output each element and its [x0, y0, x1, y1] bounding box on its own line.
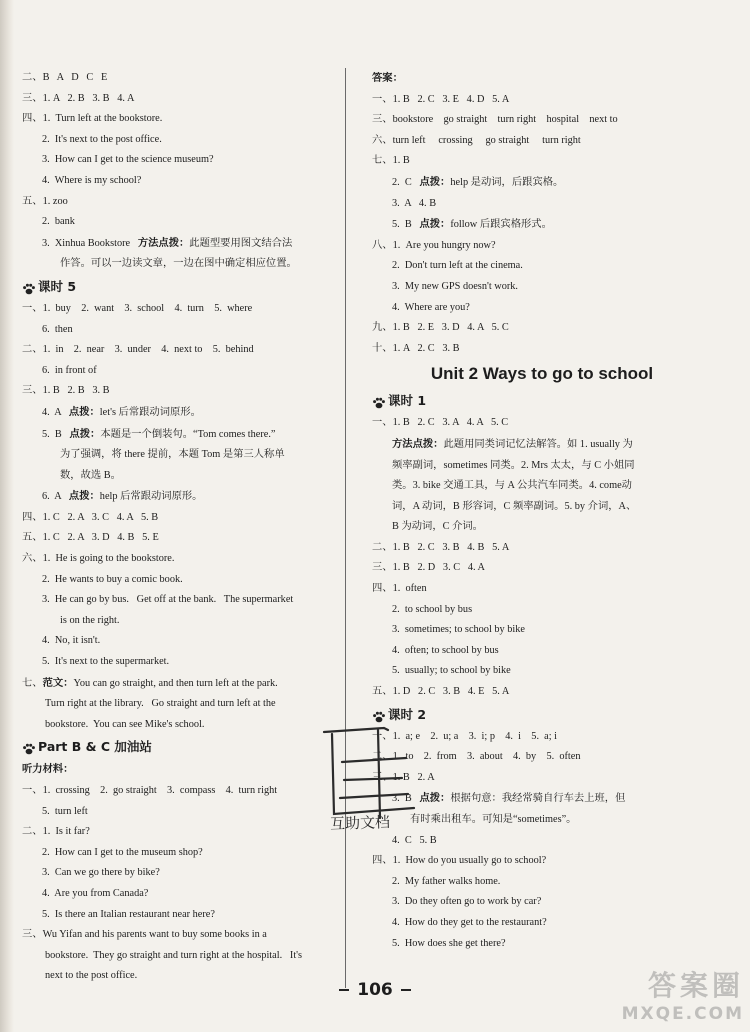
answer-line: 二、1. Is it far? [22, 826, 90, 838]
answer-line: 4. Where is my school? [42, 174, 142, 186]
answer-line: 二、1. B 2. C 3. B 4. B 5. A [372, 541, 510, 553]
answer-line: 三、Wu Yifan and his parents want to buy some books in a [22, 929, 267, 941]
answer-line: 三、1. B 2. A [372, 771, 435, 783]
page-spine-shadow [0, 0, 14, 1032]
answer-line: 5. usually; to school by bike [392, 665, 511, 677]
answer-line: 二、B A D C E [22, 72, 108, 83]
answer-line: 3. sometimes; to school by bike [392, 624, 525, 636]
tip-label: 点拨： [68, 490, 100, 503]
answer-line: 四、1. Turn left at the bookstore. [22, 113, 163, 125]
answer-line: 5. Is there an Italian restaurant near here? [42, 908, 215, 920]
column-divider [345, 68, 346, 988]
watermark-url: MXQE.COM [621, 1004, 744, 1024]
answer-line: 3. How can I get to the science museum? [42, 154, 214, 166]
answer-line: 为了强调，将 there 提前，本题 Tom 是第三人称单 [60, 449, 285, 461]
tip-label: 点拨： [68, 405, 100, 418]
listening-title [22, 759, 322, 781]
answer-text: 3. B [392, 793, 420, 805]
answer-line: 三、1. B 2. B 3. B [22, 385, 110, 397]
answer-line: 4. Are you from Canada? [42, 887, 149, 899]
answer-line: 5. It's next to the supermarket. [42, 656, 170, 668]
unit-title: Unit 2 Ways to go to school [430, 364, 654, 384]
answer-line: Turn right at the library. Go straight and turn left at the [45, 698, 276, 710]
answer-line: 一、1. B 2. C 3. E 4. D 5. A [372, 93, 510, 105]
answer-line: 十、1. A 2. C 3. B [372, 342, 460, 354]
tip-label: 听力材料： [22, 763, 74, 776]
answer-line: 三、bookstore go straight turn right hospital next to [372, 114, 618, 126]
answer-line: 3. He can go by bus. Get off at the bank. The supermarket [42, 594, 294, 606]
answer-line: 3. Can we go there by bike? [42, 867, 160, 879]
answer-line [372, 172, 712, 194]
answer-line: 3. A 4. B [392, 197, 437, 209]
answer-line: 4. No, it isn't. [42, 635, 101, 647]
answer-line: 5. turn left [42, 805, 88, 817]
answer-line: 一、1. buy 2. want 3. school 4. turn 5. where [22, 302, 253, 314]
answer-line: 二、1. in 2. near 3. under 4. next to 5. behind [22, 344, 254, 356]
tip-text: help 后常跟动词原形。 [99, 491, 203, 503]
answer-line: 3. Do they often go to work by car? [392, 896, 542, 908]
answer-line: B 为动词，C 介词。 [392, 521, 483, 533]
answer-line: 四、1. How do you usually go to school? [372, 855, 547, 867]
answer-line: 2. It's next to the post office. [42, 133, 162, 145]
paw-icon [372, 394, 386, 408]
section-title: 课时 1 [388, 393, 427, 409]
tip-label: 点拨： [419, 175, 451, 188]
answer-line: next to the post office. [45, 970, 138, 982]
dash-right [401, 989, 411, 991]
answer-line: 2. My father walks home. [392, 875, 501, 887]
answer-line: 2. to school by bus [392, 603, 473, 615]
tip-text: let's 后常跟动词原形。 [99, 406, 201, 418]
section-title: Part B & C 加油站 [38, 739, 152, 755]
answer-text: 2. C [392, 176, 420, 188]
answer-line: 一、1. crossing 2. go straight 3. compass 4. turn right [22, 785, 278, 796]
answer-line: bookstore. They go straight and turn right at the hospital. It's [45, 949, 303, 961]
answer-line: 2. Don't turn left at the cinema. [392, 260, 523, 272]
answer-line: 4. C 5. B [392, 834, 437, 846]
answer-line: 3. My new GPS doesn't work. [392, 280, 518, 292]
answer-line: 2. He wants to buy a comic book. [42, 573, 183, 585]
tip-label: 点拨： [69, 427, 101, 440]
answers-title [372, 68, 712, 90]
answer-line: 5. How does she get there? [392, 937, 506, 949]
tip-text: 本题是一个倒装句。“Tom comes there.” [100, 428, 276, 440]
answer-line: 频率副词，sometimes 同类。2. Mrs 太太，与 C 小姐同 [392, 459, 635, 471]
tip-label: 答案： [372, 72, 403, 84]
answer-line [372, 434, 712, 456]
tip-text: You can go straight, and then turn left at the park. [73, 677, 278, 689]
answer-line: 词，A 动词，B 形容词，C 频率副词。5. by 介词，A、 [392, 500, 637, 512]
tip-text: follow 后跟宾格形式。 [450, 219, 552, 231]
answer-line: 4. often; to school by bus [392, 644, 499, 656]
answer-line [22, 402, 322, 424]
answer-text: 5. B [42, 428, 70, 440]
answer-line: 七、1. B [372, 155, 410, 167]
answer-line: 二、1. to 2. from 3. about 4. by 5. often [372, 751, 581, 763]
answer-line: 有时乘出租车。可知是“sometimes”。 [410, 814, 577, 825]
answer-line: 五、1. C 2. A 3. D 4. B 5. E [22, 532, 159, 544]
answer-text: 5. B [392, 219, 420, 231]
section-heading-part-bc [22, 735, 322, 759]
paw-icon [22, 280, 36, 294]
answer-line: 六、1. He is going to the bookstore. [22, 553, 175, 565]
answer-line: 作答。可以一边读文章，一边在图中确定相应位置。 [60, 258, 297, 270]
answer-line: 三、1. A 2. B 3. B 4. A [22, 92, 135, 104]
section-title: 课时 5 [38, 278, 77, 294]
answer-line: 四、1. often [372, 583, 427, 595]
answer-line: 九、1. B 2. E 3. D 4. A 5. C [372, 322, 509, 334]
section-heading-lesson5 [22, 275, 322, 299]
answer-line: 八、1. Are you hungry now? [372, 239, 496, 251]
watermark-logo [622, 964, 744, 1024]
answer-line: is on the right. [60, 614, 120, 626]
paw-icon [372, 708, 386, 722]
answer-text: 6. A [42, 491, 69, 503]
tip-label: 点拨： [419, 218, 451, 231]
answer-line: 2. How can I get to the museum shop? [42, 846, 203, 858]
section-title: 课时 2 [388, 706, 427, 722]
answer-line: 4. Where are you? [392, 301, 470, 313]
answer-text: 七、 [22, 677, 43, 689]
page-number-text: 106 [357, 980, 393, 1000]
answer-line [22, 486, 322, 508]
answer-text: 3. Xinhua Bookstore [42, 237, 138, 249]
dash-left [339, 989, 349, 991]
tip-text: help 是动词，后跟宾格。 [450, 176, 564, 188]
answer-line [22, 673, 322, 695]
handwritten-text: 互助文档 [329, 812, 391, 834]
answer-line: 6. in front of [42, 364, 97, 376]
answer-line: 6. then [42, 323, 73, 335]
section-heading-lesson1 [372, 389, 712, 413]
paw-icon [22, 740, 36, 754]
answer-line: bookstore. You can see Mike's school. [45, 718, 205, 730]
answer-line: 四、1. C 2. A 3. C 4. A 5. B [22, 511, 159, 523]
tip-label: 方法点拨： [392, 437, 444, 450]
tip-label: 范文： [42, 676, 74, 689]
answer-line: 三、1. B 2. D 3. C 4. A [372, 562, 485, 574]
left-column [22, 68, 322, 987]
tip-text: 此题型要用图文结合法 [189, 237, 293, 249]
answer-line: 一、1. B 2. C 3. A 4. A 5. C [372, 417, 509, 429]
answer-line: 2. bank [42, 216, 75, 228]
answer-line: 五、1. D 2. C 3. B 4. E 5. A [372, 686, 510, 698]
answer-line [22, 424, 322, 446]
answer-line [372, 214, 712, 236]
answer-line: 数，故选 B。 [60, 469, 121, 481]
watermark-cn: 答案圈 [647, 969, 744, 1002]
answer-line [22, 233, 322, 255]
answer-line: 类。3. bike 交通工具，与 A 公共汽车同类。4. come动 [392, 480, 632, 492]
answer-line: 五、1. zoo [22, 195, 68, 207]
tip-label: 点拨： [419, 792, 451, 805]
answer-line: 六、turn left crossing go straight turn right [372, 134, 581, 146]
tip-label: 方法点拨： [137, 236, 190, 249]
tip-text: 此题用同类词记忆法解答。如 1. usually 为 [443, 438, 633, 450]
tip-text: 根据句意：我经常骑自行车去上班，但 [450, 793, 626, 805]
answer-line: 一、1. a; e 2. u; a 3. i; p 4. i 5. a; i [372, 730, 558, 742]
answer-text: 4. A [42, 406, 69, 418]
answer-line: 4. How do they get to the restaurant? [392, 916, 547, 928]
